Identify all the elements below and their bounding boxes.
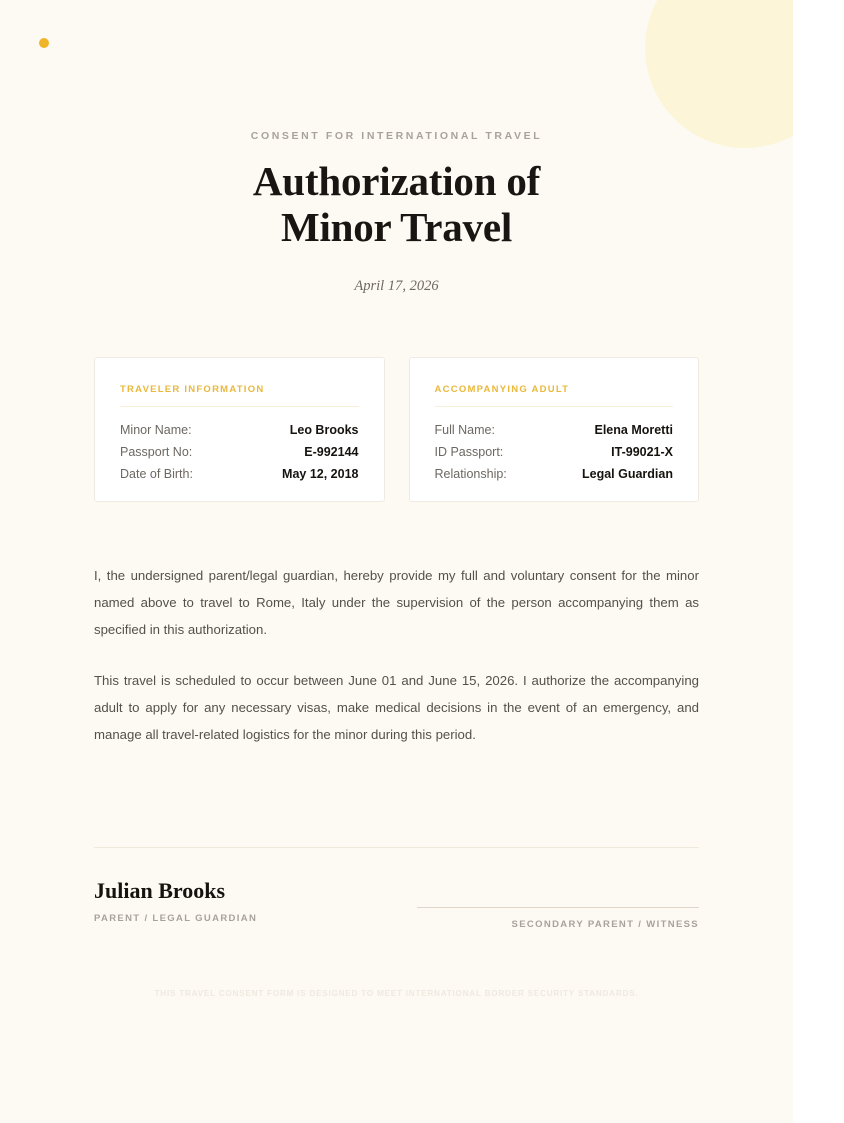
row-label: Passport No:: [120, 445, 193, 460]
row-label: Date of Birth:: [120, 467, 193, 482]
secondary-signature-block: [417, 878, 699, 930]
row-label: ID Passport:: [434, 445, 504, 460]
accompanying-card-rows: [435, 419, 674, 485]
traveler-card-heading: TRAVELER INFORMATION: [120, 384, 359, 407]
table-row: [435, 441, 674, 463]
row-value: Leo Brooks: [289, 423, 359, 438]
document-footer-note: THIS TRAVEL CONSENT FORM IS DESIGNED TO MEET INTERNATIONAL BORDER SECURITY STANDARDS.: [154, 989, 639, 999]
row-label: Relationship:: [434, 467, 507, 482]
row-value: IT-99021-X: [611, 445, 673, 460]
traveler-card-rows: [120, 419, 359, 485]
page-title-line-2: Minor Travel: [280, 203, 513, 250]
page-title: [94, 159, 699, 251]
document-eyebrow: CONSENT FOR INTERNATIONAL TRAVEL: [250, 130, 543, 142]
row-label: Full Name:: [434, 423, 495, 438]
signature-divider: [94, 847, 699, 848]
consent-paragraph-1: I, the undersigned parent/legal guardian, hereby provide my full and voluntary consent for the minor named above to travel to Rome, Italy under the supervision of the person accompanying them as specified in this authorization.: [94, 568, 699, 638]
primary-signature-block: [94, 878, 394, 924]
consent-paragraph-2: This travel is scheduled to occur between June 01 and June 15, 2026. I authorize the accompanying adult to apply for any necessary visas, make medical decisions in the event of an emergency, and manage all travel-related logistics for the minor during this period.: [94, 673, 699, 743]
table-row: [120, 463, 359, 485]
signature-area: [94, 878, 699, 930]
table-row: [435, 463, 674, 485]
decorative-dot-icon: [39, 38, 49, 48]
secondary-signature-line[interactable]: [417, 907, 699, 908]
document-content: [94, 0, 699, 998]
page-title-line-1: Authorization of: [252, 158, 541, 204]
accompanying-adult-card: [409, 357, 700, 502]
table-row: [120, 441, 359, 463]
accompanying-card-heading: ACCOMPANYING ADULT: [435, 384, 674, 407]
row-value: Legal Guardian: [582, 467, 673, 482]
consent-body: [94, 562, 699, 748]
document-header: [94, 0, 699, 295]
table-row: [435, 419, 674, 441]
document-date: April 17, 2026: [354, 278, 439, 295]
row-value: May 12, 2018: [282, 467, 359, 482]
row-label: Minor Name:: [120, 423, 192, 438]
info-cards-row: [94, 357, 699, 502]
traveler-information-card: [94, 357, 385, 502]
row-value: Elena Moretti: [594, 423, 673, 438]
table-row: [120, 419, 359, 441]
primary-signature-role: PARENT / LEGAL GUARDIAN: [94, 913, 258, 925]
row-value: E-992144: [304, 445, 359, 460]
secondary-signature-role: SECONDARY PARENT / WITNESS: [511, 919, 699, 931]
primary-signature-name: Julian Brooks: [94, 878, 226, 904]
